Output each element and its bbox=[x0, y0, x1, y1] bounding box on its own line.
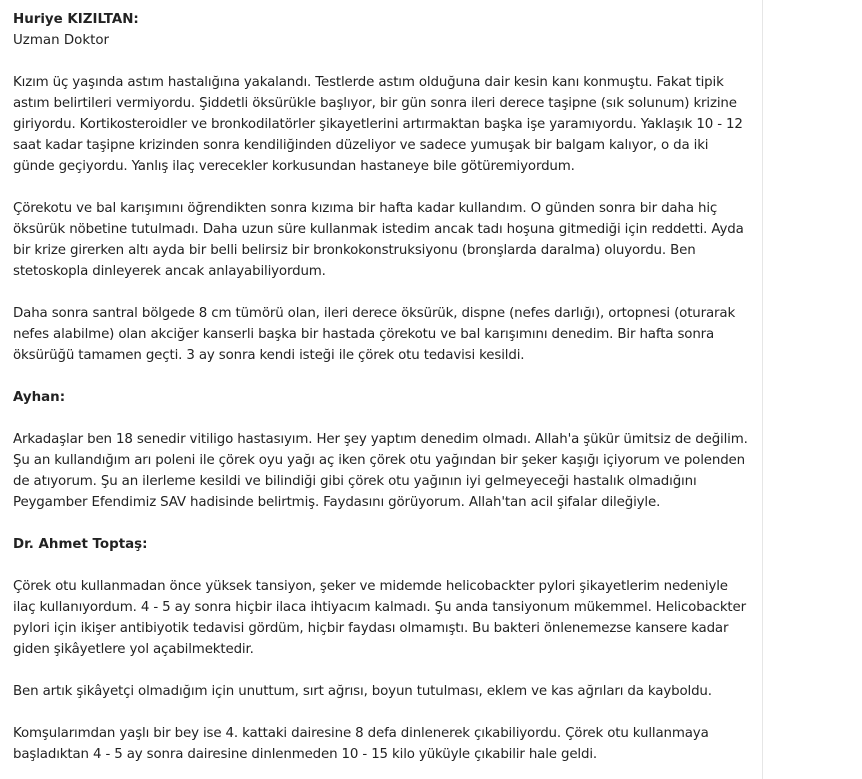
author-name: Huriye KIZILTAN: bbox=[13, 12, 139, 27]
testimonial-paragraph: Çörekotu ve bal karışımını öğrendikten sonra kızıma bir hafta kadar kullandım. O günden sonra bir daha hiç öksürük nöbetine tutulmadı. Daha uzun süre kullanmak istedim ancak tadı hoşuna gitmediği için reddetti. Ayda bir krize girerken altı ayda bir belli belirsiz bir bronkokonstruksiyonu (bronşlarda daralma) oluyordu. Ben stetoskopla dinleyerek ancak anlayabiliyordum. bbox=[13, 201, 744, 279]
author-title: Uzman Doktor bbox=[13, 33, 110, 48]
testimonial-paragraph: Komşularımdan yaşlı bir bey ise 4. kattaki dairesine 8 defa dinlenerek çıkabiliyordu. Çörek otu kullanmaya başladıktan 4 - 5 ay sonra dairesine dinlenmeden 10 - 15 kilo yüküyle çıkabilir hale geldi. bbox=[13, 726, 709, 762]
testimonial-paragraph: Kızım üç yaşında astım hastalığına yakalandı. Testlerde astım olduğuna dair kesin kanı konmuştu. Fakat tipik astım belirtileri vermiyordu. Şiddetli öksürükle başlıyor, bir gün sonra ileri derece taşipne (sık solunum) krizine giriyordu. Kortikosteroidler ve bronkodilatörler şikayetlerini artırmaktan başka işe yaramıyordu. Yaklaşık 10 - 12 saat kadar taşipne krizinden sonra kendiliğinden düzeliyor ve sadece yumuşak bir balgam kalıyor, o da iki günde geçiyordu. Yanlış ilaç verecekler korkusundan hastaneye bile götüremiyordum. bbox=[13, 75, 743, 174]
testimonial-paragraph: Çörek otu kullanmadan önce yüksek tansiyon, şeker ve midemde helicobackter pylori şikayetlerim nedeniyle ilaç kullanıyordum. 4 - 5 ay sonra hiçbir ilaca ihtiyacım kalmadı. Şu anda tansiyonum mükemmel. Helicobackter pylori için ikişer antibiyotik tedavisi gördüm, hiçbir faydası olmamıştı. Bu bakteri önlenemezse kansere kadar giden şikâyetlere yol açabilmektedir. bbox=[13, 579, 746, 657]
article-body bbox=[13, 9, 753, 765]
author-name: Dr. Ahmet Toptaş: bbox=[13, 537, 148, 552]
testimonial-paragraph: Arkadaşlar ben 18 senedir vitiligo hastasıyım. Her şey yaptım denedim olmadı. Allah'a şükür ümitsiz de değilim. Şu an kullandığım arı poleni ile çörek oyu yağı aç iken çörek otu yağından bir şeker kaşığı içiyorum ve polenden de atıyorum. Şu an ilerleme kesildi ve bilindiği gibi çörek otu yağının iyi gelmeyeceği hastalık olmadığını Peygamber Efendimiz SAV hadisinde belirtmiş. Faydasını görüyorum. Allah'tan acil şifalar dileğiyle. bbox=[13, 432, 748, 510]
testimonial-paragraph: Daha sonra santral bölgede 8 cm tümörü olan, ileri derece öksürük, dispne (nefes darlığı), ortopnesi (oturarak nefes alabilme) olan akciğer kanserli başka bir hastada çörekotu ve bal karışımını denedim. Bir hafta sonra öksürüğü tamamen geçti. 3 ay sonra kendi isteği ile çörek otu tedavisi kesildi. bbox=[13, 306, 736, 363]
testimonial-paragraph: Ben artık şikâyetçi olmadığım için unuttum, sırt ağrısı, boyun tutulması, eklem ve kas ağrıları da kayboldu. bbox=[13, 684, 712, 699]
author-name: Ayhan: bbox=[13, 390, 66, 405]
page-right-border bbox=[762, 0, 763, 779]
